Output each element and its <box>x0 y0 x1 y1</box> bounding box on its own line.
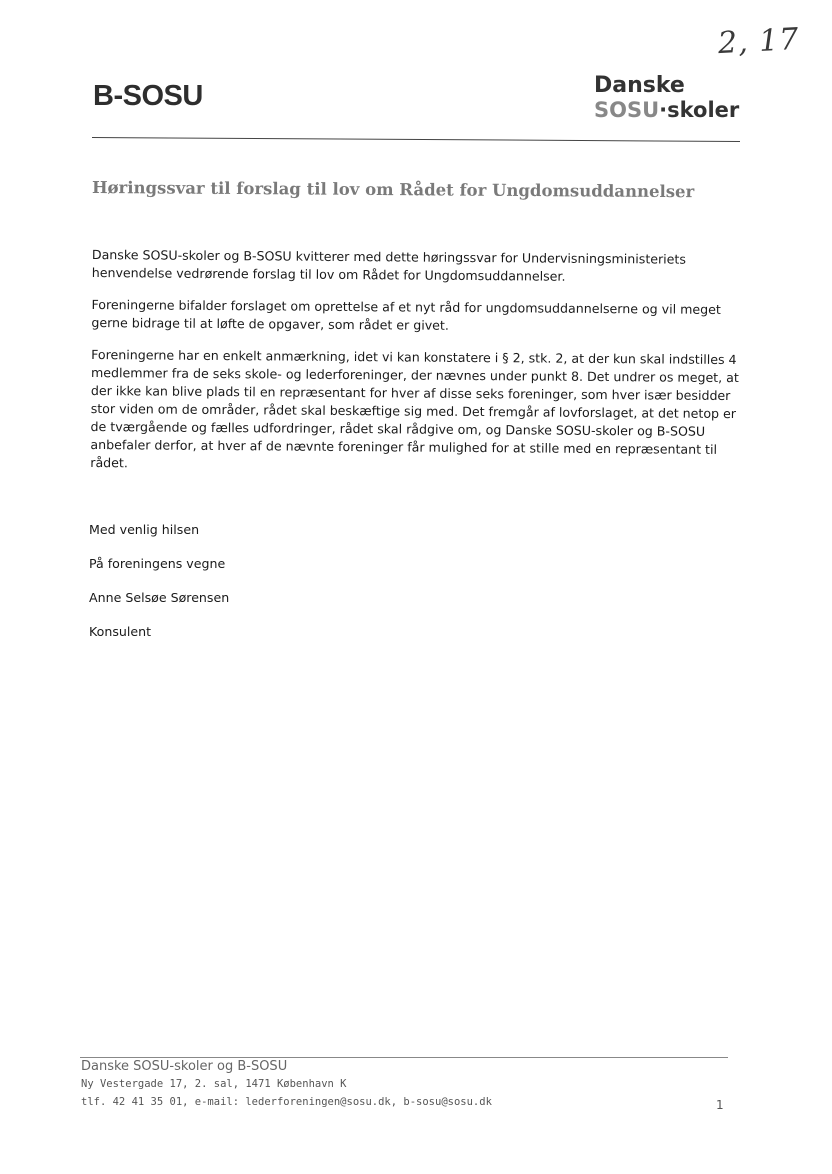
body-paragraph: Foreningerne bifalder forslaget om oprettelse af et nyt råd for ungdomsuddannelserne og vil meget gerne bidrage til at løfte de opgaver, som rådet er givet. <box>91 296 721 333</box>
logo-line-sosu-skoler <box>594 98 739 122</box>
footer-contact: tlf. 42 41 35 01, e-mail: lederforeningen@sosu.dk, b-sosu@sosu.dk <box>81 1096 492 1108</box>
danske-sosu-skoler-logo <box>594 74 739 122</box>
page-number: 1 <box>716 1098 724 1112</box>
signoff-on-behalf: På foreningens vegne <box>89 556 226 571</box>
handwritten-note: 2, 17 <box>717 21 801 62</box>
footer <box>81 1059 492 1114</box>
header-divider <box>92 137 740 142</box>
body-paragraph: Danske SOSU-skoler og B-SOSU kvitterer med dette høringssvar for Undervisningsministeriets henvendelse vedrørende forslag til lov om Rådet for Ungdomsuddannelser. <box>91 246 687 284</box>
signoff-role: Konsulent <box>89 624 152 639</box>
logo-line-danske: Danske <box>594 73 685 98</box>
document-body <box>90 246 742 491</box>
footer-address: Ny Vestergade 17, 2. sal, 1471 København K <box>81 1078 347 1090</box>
body-paragraph: Foreningerne har en enkelt anmærkning, idet vi kan konstatere i § 2, stk. 2, at der kun skal indstilles 4 medlemmer fra de seks skole- og lederforeninger, der nævnes under punkt 8. Det undrer os meget, at der ikke kan blive plads til en repræsentant for hver af disse seks foreninger, som hver især besidder stor viden om de områder, rådet skal beskæftige sig med. Det fremgår af lovforslaget, at det netop er de tværgående og fælles udfordringer, rådet skal rådgive om, og Danske SOSU-skoler og B-SOSU anbefaler derfor, at hver af de nævnte foreninger får mulighed for at stille med en repræsentant til rådet. <box>90 346 739 471</box>
logo-skoler-text: ·skoler <box>659 98 740 122</box>
signoff-block <box>89 522 229 658</box>
b-sosu-logo: B-SOSU <box>93 80 203 112</box>
signoff-greeting: Med venlig hilsen <box>89 522 200 537</box>
signoff-name: Anne Selsøe Sørensen <box>89 590 230 605</box>
footer-divider <box>80 1057 728 1058</box>
logo-sosu-text: SOSU <box>594 98 660 122</box>
document-title: Høringssvar til forslag til lov om Rådet for Ungdomsuddannelser <box>91 178 695 202</box>
footer-org: Danske SOSU-skoler og B-SOSU <box>81 1059 288 1074</box>
